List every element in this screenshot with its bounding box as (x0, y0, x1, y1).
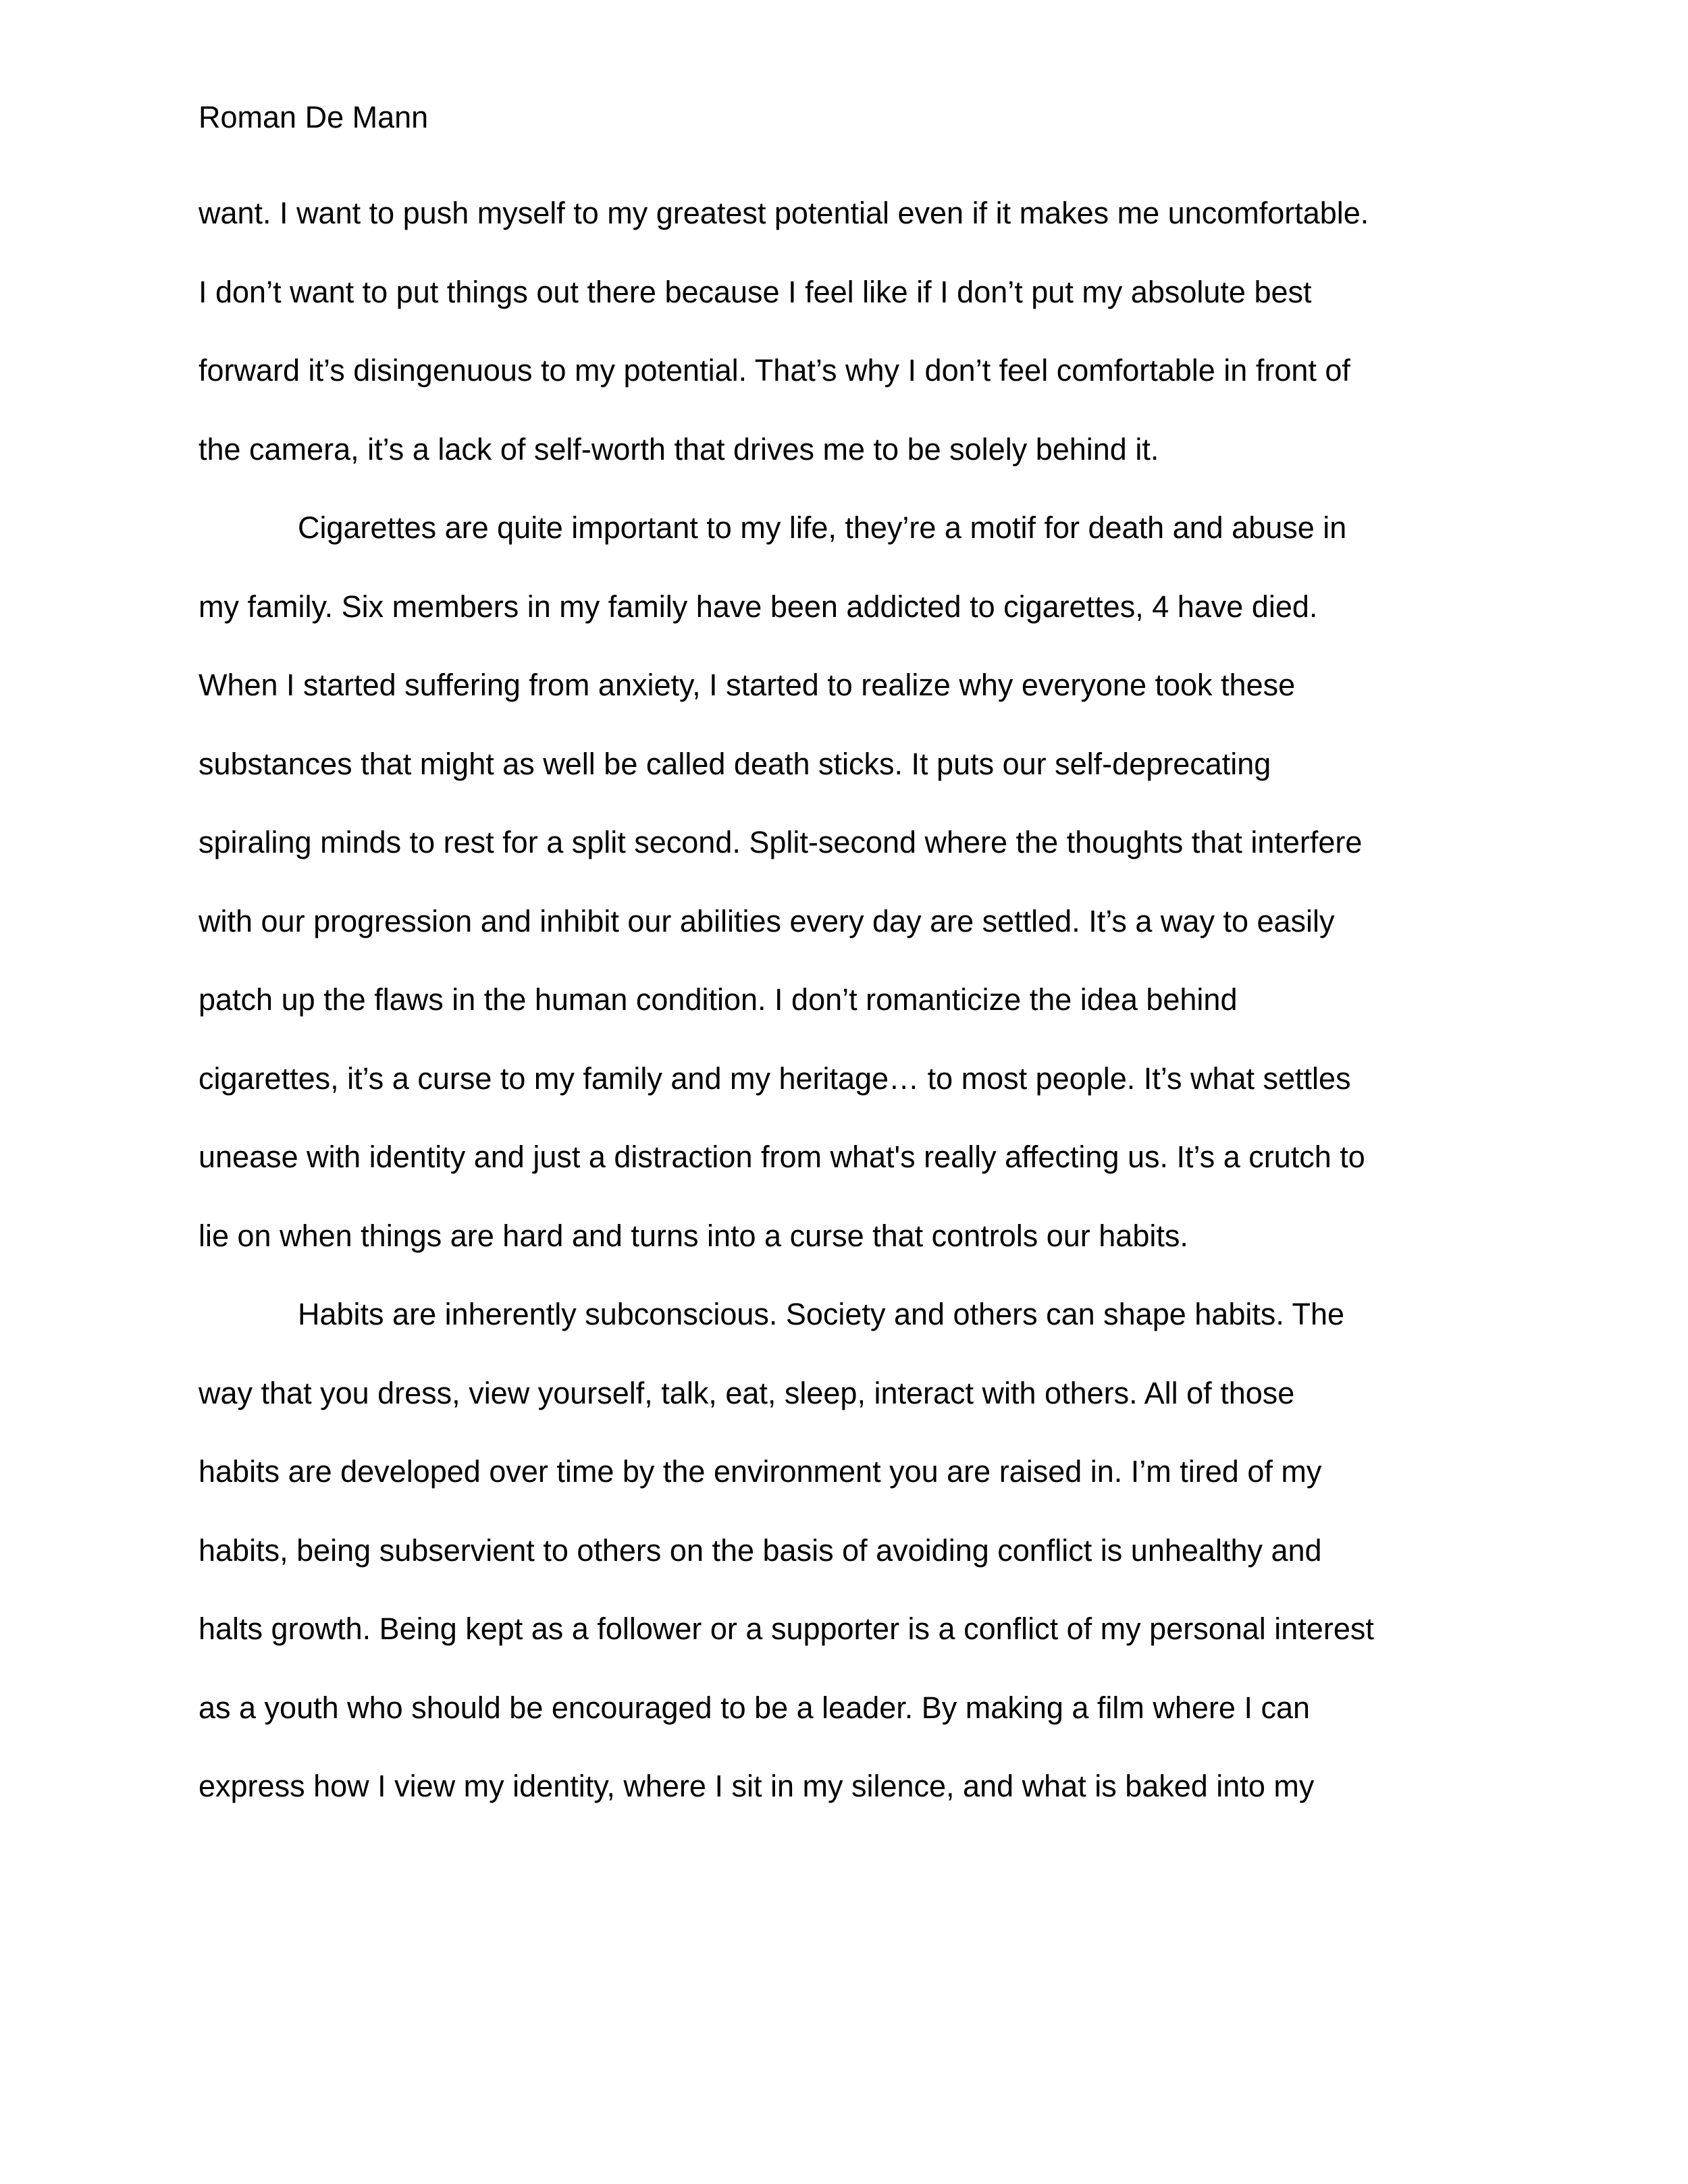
text-line: express how I view my identity, where I sit in my silence, and what is baked into my (199, 1769, 1315, 1803)
text-line: my family. Six members in my family have been addicted to cigarettes, 4 have died. (199, 589, 1318, 624)
text-line: want. I want to push myself to my greatest potential even if it makes me uncomfortable. (199, 196, 1369, 230)
text-line: as a youth who should be encouraged to be a leader. By making a film where I can (199, 1690, 1311, 1725)
paragraph-start-line: Cigarettes are quite important to my life, they’re a motif for death and abuse in (298, 510, 1347, 545)
text-line: habits are developed over time by the environment you are raised in. I’m tired of my (199, 1454, 1322, 1489)
text-line: I don’t want to put things out there because I feel like if I don’t put my absolute best (199, 274, 1312, 309)
text-line: spiraling minds to rest for a split second. Split-second where the thoughts that interfere (199, 825, 1363, 859)
text-line: with our progression and inhibit our abilities every day are settled. It’s a way to easily (199, 903, 1335, 938)
text-line: lie on when things are hard and turns into a curse that controls our habits. (199, 1218, 1188, 1253)
text-line: the camera, it’s a lack of self-worth that drives me to be solely behind it. (199, 431, 1159, 467)
text-line: cigarettes, it’s a curse to my family and my heritage… to most people. It’s what settles (199, 1061, 1351, 1096)
text-line: way that you dress, view yourself, talk, eat, sleep, interact with others. All of those (199, 1375, 1295, 1410)
text-line: halts growth. Being kept as a follower or a supporter is a conflict of my personal interest (199, 1612, 1374, 1646)
text-line: habits, being subservient to others on the basis of avoiding conflict is unhealthy and (199, 1533, 1322, 1568)
body-text (199, 196, 1502, 1848)
text-line: When I started suffering from anxiety, I started to realize why everyone took these (199, 668, 1296, 702)
page-header-author: Roman De Mann (199, 100, 429, 134)
text-line: unease with identity and just a distraction from what's really affecting us. It’s a crutch to (199, 1140, 1365, 1174)
text-line: substances that might as well be called death sticks. It puts our self-deprecating (199, 746, 1271, 781)
paragraph-start-line: Habits are inherently subconscious. Society and others can shape habits. The (298, 1297, 1345, 1331)
text-line: forward it’s disingenuous to my potential. That’s why I don’t feel comfortable in front of (199, 353, 1350, 388)
text-line: patch up the flaws in the human condition. I don’t romanticize the idea behind (199, 982, 1238, 1017)
